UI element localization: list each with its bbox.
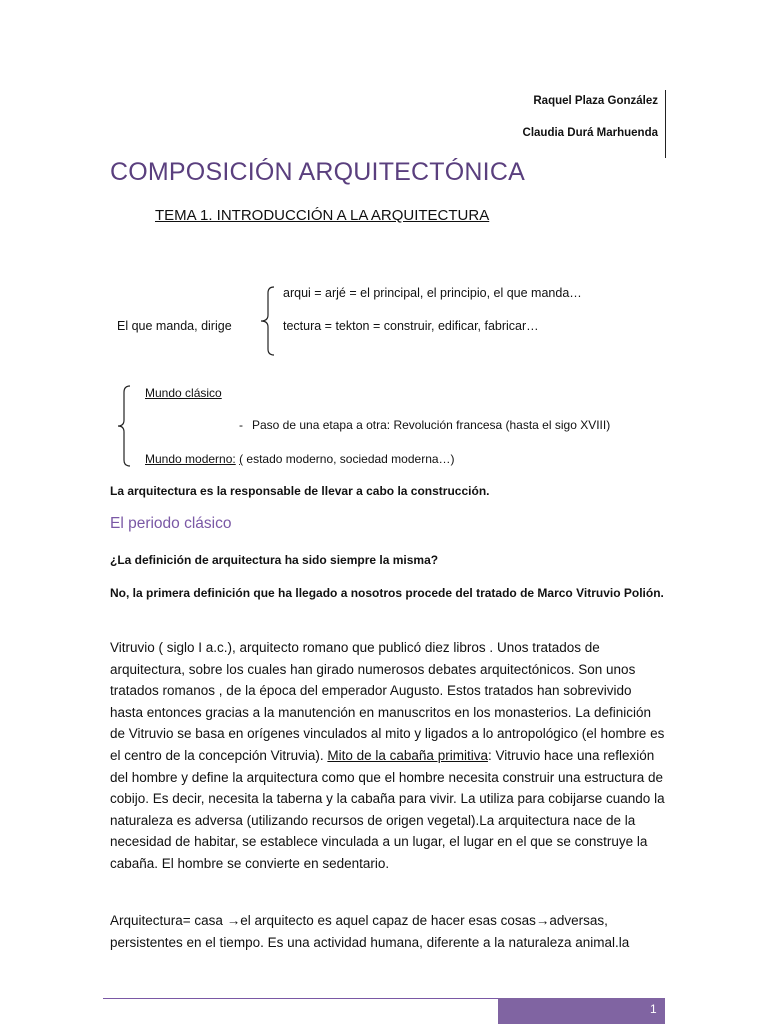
answer: No, la primera definición que ha llegado a nosotros procede del tratado de Marco Vitruvio Polión. <box>110 586 664 600</box>
transition-dash: - <box>239 418 243 432</box>
para1-colon: : <box>487 747 492 763</box>
arrow-2: → <box>535 913 550 928</box>
paragraph-vitruvio <box>110 637 665 875</box>
para2-text-a: Arquitectura= casa <box>110 913 227 928</box>
definition-line-1: arqui = arjé = el principal, el principio, el que manda… <box>283 286 582 300</box>
question: ¿La definición de arquitectura ha sido siempre la misma? <box>110 553 439 567</box>
modern-world <box>145 452 455 466</box>
para1-link: Mito de la cabaña primitiva <box>327 747 488 763</box>
page-number: 1 <box>650 1002 657 1016</box>
definition-brace <box>258 285 278 357</box>
footer-page-box <box>498 998 665 1024</box>
transition-text: Paso de una etapa a otra: Revolución francesa (hasta el sigo XVIII) <box>252 418 611 432</box>
para1-text-b: Vitruvio hace una reflexión del hombre y define la arquitectura como que el hombre necesita construir una estructura de cobijo. Es decir, necesita la taberna y la cabaña para vivir. La utiliza para cobijarse cuando la naturaleza es adversa (utilizando recursos de origen vegetal).La arquitectura nace de la necesidad de habitar, se establece vinculada a un lugar, el lugar en el que se construye la cabaña. El hombre se convierte en sedentario. <box>110 747 665 871</box>
modern-paren: ( <box>239 452 244 466</box>
responsible-sentence: La arquitectura es la responsable de llevar a cabo la construcción. <box>110 484 490 498</box>
topic-heading: TEMA 1. INTRODUCCIÓN A LA ARQUITECTURA <box>155 207 490 224</box>
header-divider <box>665 90 666 158</box>
arrow-1: → <box>226 913 241 928</box>
author-1: Raquel Plaza González <box>533 95 658 107</box>
para1-text-a: Vitruvio ( siglo I a.c.), arquitecto romano que publicó diez libros . Unos tratados de arquitectura, sobre los cuales han girado numerosos debates arquitectónicos. Son unos tratados romanos , de la época del emperador Augusto. Estos tratados han sobrevivido hasta entonces gracias a la manutención en manuscritos en los monasterios. La definición de Vitruvio se basa en orígenes vinculados al mito y ligados a lo antropológico (el hombre es el centro de la concepción Vitruvia). <box>110 640 665 763</box>
footer-rule <box>103 998 498 999</box>
modern-label: Mundo moderno: <box>145 452 236 466</box>
section-heading: El periodo clásico <box>110 515 232 532</box>
definition-left: El que manda, dirige <box>117 319 232 333</box>
classic-world: Mundo clásico <box>145 386 222 400</box>
para2-text-b: el arquitecto es aquel capaz de hacer esas cosas <box>240 913 536 928</box>
author-2: Claudia Durá Marhuenda <box>522 127 658 139</box>
worlds-brace <box>116 384 134 468</box>
document-title: COMPOSICIÓN ARQUITECTÓNICA <box>110 158 525 186</box>
paragraph-arquitectura <box>110 910 665 953</box>
definition-line-2: tectura = tekton = construir, edificar, fabricar… <box>283 319 539 333</box>
modern-rest: estado moderno, sociedad moderna…) <box>243 452 455 466</box>
para2-text-c: adversas, persistentes en el tiempo. Es una actividad humana, diferente a la naturaleza animal.la <box>110 913 630 950</box>
